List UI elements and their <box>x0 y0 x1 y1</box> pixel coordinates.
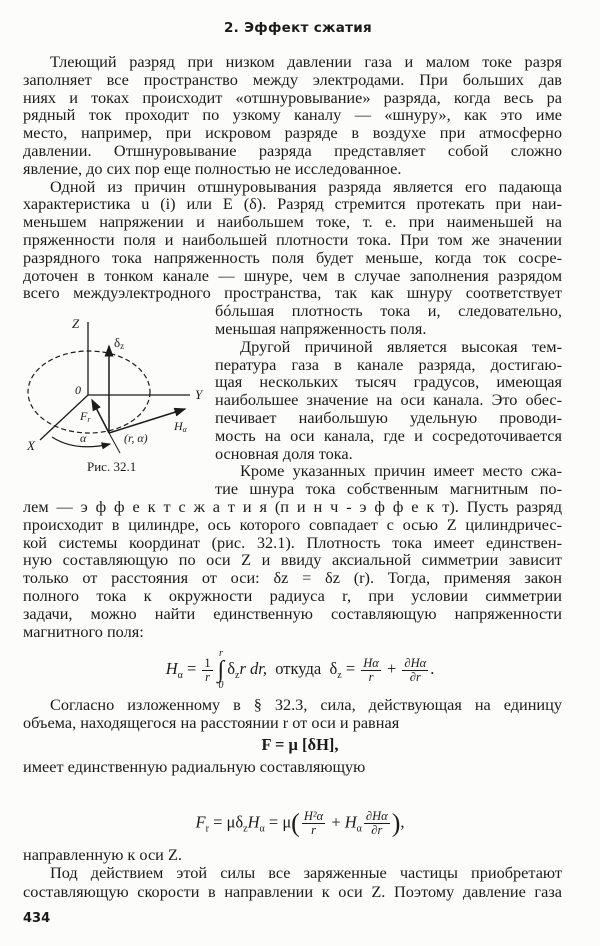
text-line: имеет единственную радиальную составляющую <box>23 757 366 776</box>
fraction-numerator: Hα <box>363 655 379 670</box>
formula-fraction <box>302 810 325 837</box>
formula-operator: = <box>208 812 227 832</box>
formula-symbol: r dr, <box>239 658 267 678</box>
point-pointer <box>109 433 120 453</box>
text-line: Другой причиной является высокая тем- <box>240 337 562 356</box>
text-line: направленную к оси Z. <box>23 845 182 864</box>
text-line: ниях и токах происходит «отшнуровывание» разряда, когда весь ра <box>23 88 562 107</box>
formula-fraction <box>361 657 381 684</box>
text-line: только от расстояния от оси: δz = δz (r). Тогда, применяя закон <box>23 568 562 587</box>
formula-radial-force <box>180 810 420 837</box>
formula-symbol: H <box>165 658 178 678</box>
formula-operator: = <box>264 812 283 832</box>
formula-symbol: δ <box>329 658 338 678</box>
fraction-denominator: r <box>311 823 316 837</box>
fr-vector <box>92 400 109 433</box>
text-line: ную составляющую по оси Z и ввиду аксиальной симметрии зависит <box>23 550 562 569</box>
text-line: происходит в цилиндре, ось которого совпадает с осью Z цилиндричес- <box>23 515 562 534</box>
formula-subscript: α <box>356 823 362 835</box>
origin-label: 0 <box>75 383 81 397</box>
fraction-numerator: H²α <box>303 809 324 823</box>
figure-caption: Рис. 32.1 <box>87 459 137 474</box>
formula-symbol: δ <box>227 658 236 678</box>
formula-subscript: α <box>177 670 183 682</box>
formula-operator: + <box>327 812 345 832</box>
integral-sign: ∫ <box>217 657 225 683</box>
integral-upper-limit: r <box>219 648 223 659</box>
text-line: характеристика u (i) или E (δ). Разряд стремится протекать при наи- <box>23 194 562 213</box>
text-line: явление, до сих пор еще полностью не исследованное. <box>23 159 402 178</box>
text-line: щая нескольких тысяч градусов, имеющая <box>215 372 562 391</box>
text-line: Одной из причин отшнуровывания разряда является его падающа <box>50 177 562 196</box>
right-parenthesis: ) <box>391 808 401 838</box>
text-line: доточен в тонком канале — шнуре, чем в случае заполнения разрядом <box>23 266 562 285</box>
text-line: магнитного поля: <box>23 622 144 641</box>
text-line: Кроме указанных причин имеет место сжа- <box>240 461 562 480</box>
text-line: меньшая напряженность поля. <box>215 319 427 338</box>
formula-subscript: z <box>235 670 240 682</box>
text-line: пряженности поля и наибольшей плотности тока. При том же значении <box>23 230 562 249</box>
z-label: Z <box>72 316 80 331</box>
h-alpha-label: Hα <box>174 419 187 434</box>
text-line: место, например, при искровом разряде в воздухе при атмосферно <box>23 123 562 142</box>
text-line: Под действием этой силы все заряженные частицы приобретают <box>50 863 562 882</box>
text-line: пература газа в канале разряда, достигаю- <box>215 355 562 374</box>
point-label: (r, α) <box>124 431 148 445</box>
text-line: кой системы координат (рис. 32.1). Плотность тока имеет единствен- <box>23 533 562 552</box>
formula-symbol: F <box>195 812 206 832</box>
formula-symbol: H <box>247 812 260 832</box>
fraction-denominator: ∂r <box>371 823 383 837</box>
formula-force: F = μ [δH], <box>261 735 339 754</box>
formula-fraction <box>402 657 428 684</box>
formula-h-alpha <box>140 649 460 691</box>
fraction-denominator: ∂r <box>409 669 421 684</box>
text-line: печивает наибольшую удельную проводи- <box>215 408 562 427</box>
formula-fraction <box>202 657 212 684</box>
integral-lower-limit: 0 <box>218 680 224 691</box>
formula-punctuation: . <box>430 658 435 678</box>
fraction-numerator: ∂Hα <box>404 655 427 670</box>
text-line: меньшем напряжении и наибольшем токе, т. е. при наименьшей на <box>23 212 562 231</box>
delta-label: δz <box>114 335 125 351</box>
text-line: разрядного тока напряженность поля будет меньше, когда ток сосре- <box>23 248 562 267</box>
formula-subscript: r <box>205 823 209 835</box>
y-label: Y <box>195 387 203 402</box>
text-line: рядный ток проходит по узкому каналу — «шнуру», как это име <box>23 105 562 124</box>
text-line: Согласно изложенному в § 32.3, сила, действующая на единицу <box>50 695 562 714</box>
formula-word: откуда <box>275 658 322 678</box>
fraction-denominator: r <box>368 669 374 684</box>
text-line: наибольшее значение на оси канала. Это обес- <box>215 390 562 409</box>
formula-symbol: μ <box>282 812 292 832</box>
page-number: 434 <box>23 911 51 926</box>
formula-operator: = <box>182 658 201 678</box>
text-line: заполняет все пространство между электродами. При больших дав <box>23 70 562 89</box>
left-parenthesis: ( <box>291 808 300 838</box>
text-line: лем — э ф ф е к т с ж а т и я (п и н ч - э ф ф е к т). Пусть разряд <box>23 497 562 516</box>
figure-cylindrical-coordinates <box>0 300 220 460</box>
fraction-numerator: 1 <box>204 655 211 670</box>
fraction-denominator: r <box>205 669 210 684</box>
alpha-label: α <box>80 431 87 445</box>
formula-fraction <box>364 810 390 837</box>
text-line: полного тока к окружности радиуса r, при условии симметрии <box>23 586 562 605</box>
formula-symbol: H <box>344 812 357 832</box>
section-title: 2. Эффект сжатия <box>223 20 373 36</box>
text-line: бóльшая плотность тока и, следовательно, <box>215 301 562 320</box>
formula-punctuation: , <box>400 812 405 832</box>
formula-subscript: α <box>259 823 265 835</box>
formula-operator: = <box>341 658 360 678</box>
text-line: объема, находящегося на расстоянии r от оси и равная <box>23 713 400 732</box>
fraction-numerator: ∂Hα <box>365 809 388 823</box>
formula-subscript: z <box>243 823 248 835</box>
text-line: всего междуэлектродного пространства, так как шнуру соответствует <box>23 283 562 302</box>
text-line: основная доля тока. <box>215 444 353 463</box>
formula-operator: + <box>382 658 401 678</box>
formula-symbol: μδ <box>226 812 244 832</box>
integral <box>218 649 225 691</box>
text-line: мость на оси канала, где и сосредоточивается <box>215 426 562 445</box>
fr-label: Fr <box>80 409 91 424</box>
text-line: давлении. Отшнуровывание разряда представляет собой сложно <box>23 141 562 160</box>
text-line: задачи, можно найти единственную составляющую напряженности <box>23 604 562 623</box>
x-label: X <box>27 438 35 453</box>
text-line: Тлеющий разряд при низком давлении газа и малом токе разря <box>50 52 562 71</box>
formula-subscript: z <box>337 670 342 682</box>
text-line: составляющую скорости в направлении к оси Z. Поэтому давление газа <box>23 882 562 901</box>
text-line: тие шнура тока собственным магнитным по- <box>215 479 562 498</box>
